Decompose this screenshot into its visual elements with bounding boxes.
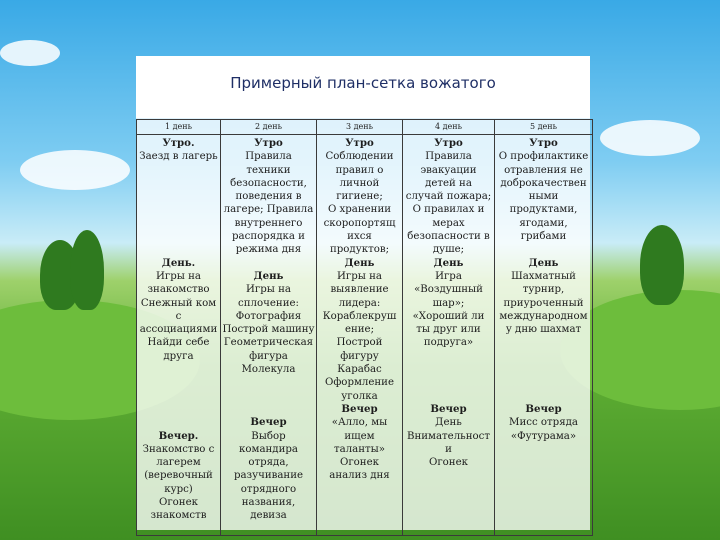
cell-line: приуроченный	[503, 297, 584, 309]
cell-line: продуктов;	[329, 244, 390, 256]
cell-line: лагере; Правила	[223, 204, 314, 216]
cell-line: знакомство	[147, 284, 210, 296]
evening-heading: Вечер	[250, 416, 287, 429]
cell-line: и	[445, 443, 452, 455]
title-box	[136, 56, 590, 118]
morning-heading: Утро	[529, 137, 558, 149]
cell-line: Найди себе	[147, 337, 210, 349]
cell-line: Огонек	[428, 457, 468, 469]
cell-line: Правила	[425, 151, 472, 163]
cell-line: Огонек	[339, 457, 379, 469]
cell-line: внутреннего	[234, 217, 303, 229]
cell-line: ищем	[344, 430, 375, 442]
cell-line: поведения в	[235, 191, 302, 203]
cell-line: День	[435, 417, 462, 429]
cell-line: О хранении	[327, 204, 392, 216]
cell-line: друга	[163, 350, 194, 362]
day-heading: День	[344, 256, 375, 269]
cell-line: Карабас	[337, 364, 382, 376]
table-header-row	[137, 120, 593, 135]
cell-line: Молекула	[241, 364, 296, 376]
day-header: 1 день	[137, 120, 221, 135]
cell-line: Построй	[336, 337, 383, 349]
cell-line: лагерем	[156, 457, 201, 469]
day-header: 3 день	[317, 120, 403, 135]
day-header: 4 день	[403, 120, 495, 135]
cell-line: сплочение:	[238, 297, 299, 309]
cell-line: названия, девиза	[241, 497, 296, 522]
cell-line: Снежный ком с	[140, 297, 217, 322]
cell-line: «Футурама»	[510, 430, 577, 442]
cloud-shape	[20, 150, 130, 190]
cell-line: ение;	[344, 324, 375, 336]
cell-line: Игры на	[156, 270, 201, 282]
cell-line: курс)	[164, 483, 193, 495]
cell-line: душе;	[432, 244, 465, 256]
cell-line: ты друг или	[416, 324, 481, 336]
cell-line: случай пожара;	[405, 191, 492, 203]
cell-line: Выбор командира	[239, 430, 298, 455]
day-cell	[495, 135, 593, 536]
cell-line: Игра	[435, 270, 462, 282]
cell-line: Знакомство с	[142, 443, 215, 455]
day-header: 5 день	[495, 120, 593, 135]
cell-line: «Алло, мы	[331, 417, 388, 429]
cell-line: (веревочный	[144, 470, 213, 482]
page-title: Примерный план-сетка вожатого	[230, 74, 496, 92]
cell-line: знакомств	[150, 510, 207, 522]
day-cell	[403, 135, 495, 536]
cell-line: отравления не	[504, 164, 583, 176]
morning-heading: Утро	[254, 137, 283, 149]
cell-line: анализ дня	[329, 470, 390, 482]
cell-line: шар»;	[432, 297, 465, 309]
cell-line: мерах	[432, 217, 465, 229]
cell-line: разучивание	[233, 470, 304, 482]
evening-heading: Вечер	[525, 402, 562, 415]
cell-line: скоропортящ	[323, 217, 396, 229]
cell-line: О профилактике	[498, 151, 589, 163]
plan-table	[136, 119, 593, 536]
cell-line: «Хороший ли	[412, 310, 485, 322]
cell-line: Огонек	[158, 497, 198, 509]
evening-heading: Вечер	[430, 402, 467, 415]
morning-heading: Утро.	[162, 137, 195, 149]
table-row	[137, 135, 593, 536]
cell-line: Игры на	[337, 270, 382, 282]
cell-line: Внимательност	[406, 430, 490, 442]
cell-line: фигуру	[340, 350, 379, 362]
morning-heading: Утро	[434, 137, 463, 149]
evening-heading: Вечер.	[158, 429, 199, 442]
cell-line: ягодами,	[519, 217, 568, 229]
cell-line: выявление	[330, 284, 389, 296]
cell-line: безопасности,	[230, 177, 307, 189]
cell-line: у дню шахмат	[505, 324, 582, 336]
cell-line: ассоциациями	[139, 324, 218, 336]
cell-line: Игры на	[246, 284, 291, 296]
day-cell	[137, 135, 221, 536]
cell-line: уголка	[341, 390, 378, 402]
cell-line: Фотография	[235, 310, 302, 322]
cell-line: Шахматный	[511, 270, 576, 282]
cell-line: режима дня	[235, 244, 302, 256]
cell-line: гигиене;	[336, 191, 383, 203]
cell-line: подруга»	[423, 337, 474, 349]
cell-line: Оформление	[324, 377, 394, 389]
cell-line: Построй машину	[222, 324, 315, 336]
evening-heading: Вечер	[341, 402, 378, 415]
cell-line: грибами	[520, 231, 567, 243]
cell-line: «Воздушный	[414, 284, 483, 296]
cell-line: ными	[528, 191, 559, 203]
cell-line: Правила техники	[245, 151, 292, 176]
tree-shape	[70, 230, 104, 310]
cloud-shape	[0, 40, 60, 66]
day-heading: День.	[161, 256, 196, 269]
cell-line: ихся	[347, 231, 372, 243]
day-heading: День	[433, 256, 464, 269]
day-heading: День	[253, 269, 284, 282]
cell-line: международном	[499, 310, 588, 322]
cell-line: правил о	[335, 164, 384, 176]
day-heading: День	[528, 256, 559, 269]
day-cell	[221, 135, 317, 536]
cell-line: турнир,	[522, 284, 565, 296]
day-header: 2 день	[221, 120, 317, 135]
cell-line: лидера:	[338, 297, 381, 309]
cell-line: продуктами,	[509, 204, 578, 216]
cell-line: таланты»	[333, 443, 386, 455]
cell-line: Заезд в лагерь	[139, 151, 218, 163]
cell-line: личной	[339, 177, 380, 189]
day-cell	[317, 135, 403, 536]
cell-line: распорядка и	[232, 231, 305, 243]
morning-heading: Утро	[345, 137, 374, 149]
cloud-shape	[600, 120, 700, 156]
cell-line: эвакуации	[420, 164, 477, 176]
tree-shape	[640, 225, 684, 305]
cell-line: отрядного	[240, 483, 297, 495]
cell-line: детей на	[425, 177, 472, 189]
cell-line: отряда,	[248, 457, 289, 469]
cell-line: доброкачествен	[500, 177, 587, 189]
cell-line: безопасности в	[407, 231, 490, 243]
cell-line: О правилах и	[412, 204, 485, 216]
cell-line: Соблюдении	[325, 151, 394, 163]
cell-line: Геометрическая	[223, 337, 314, 349]
cell-line: Мисс отряда	[509, 417, 578, 429]
cell-line: Кораблекруш	[322, 310, 397, 322]
cell-line: фигура	[249, 350, 288, 362]
